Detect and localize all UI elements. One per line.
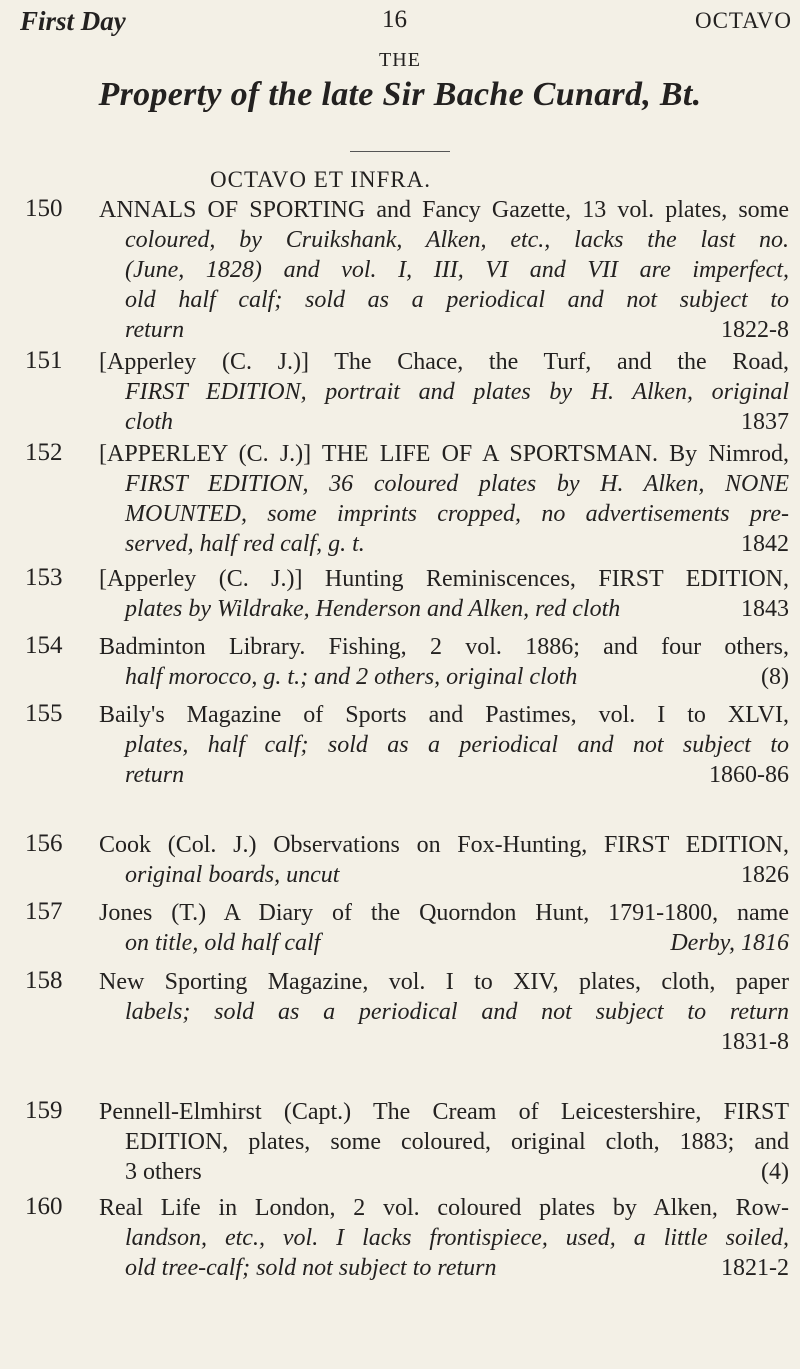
running-head-format: OCTAVO bbox=[694, 8, 792, 33]
property-heading: Property of the late Sir Bache Cunard, Bt. bbox=[98, 76, 702, 113]
page-number: 16 bbox=[382, 6, 407, 33]
lot-number: 157 bbox=[25, 898, 63, 925]
lot-number: 155 bbox=[25, 700, 63, 727]
lot-line: New Sporting Magazine, vol. I to XIV, plates, cloth, paper bbox=[99, 969, 789, 995]
lot-line: MOUNTED, some imprints cropped, no advertisements pre- bbox=[125, 501, 789, 527]
lot-line-final bbox=[99, 529, 789, 559]
lot-number: 150 bbox=[25, 195, 63, 222]
lot-line-final bbox=[99, 928, 789, 958]
lot-line: landson, etc., vol. I lacks frontispiece, used, a little soiled, bbox=[125, 1225, 789, 1251]
lot-description bbox=[99, 1097, 789, 1187]
running-head-day: First Day bbox=[20, 6, 126, 36]
lot-date: 1860-86 bbox=[709, 762, 789, 788]
lot-tail: return bbox=[125, 317, 185, 343]
lot-line-final bbox=[99, 1157, 789, 1187]
lot-number: 159 bbox=[25, 1097, 63, 1124]
lot-date: (4) bbox=[761, 1159, 789, 1185]
lot-number: 151 bbox=[25, 347, 63, 374]
lot-description bbox=[99, 830, 789, 890]
lot-date: 1831-8 bbox=[721, 1029, 789, 1055]
lot-line: FIRST EDITION, 36 coloured plates by H. Alken, NONE bbox=[125, 471, 789, 497]
lot-date: 1826 bbox=[741, 862, 789, 888]
lot-description bbox=[99, 439, 789, 559]
lot-tail: plates by Wildrake, Henderson and Alken, red cloth bbox=[125, 596, 621, 622]
lot-line-final bbox=[99, 860, 789, 890]
lot-number: 152 bbox=[25, 439, 63, 466]
section-heading: OCTAVO ET INFRA. bbox=[210, 167, 431, 192]
lot-date: Derby, 1816 bbox=[670, 930, 789, 956]
lot-line: FIRST EDITION, portrait and plates by H. Alken, original bbox=[125, 379, 789, 405]
lot-number: 158 bbox=[25, 967, 63, 994]
lot-description bbox=[99, 967, 789, 1057]
divider bbox=[350, 151, 450, 152]
lot-number: 153 bbox=[25, 564, 63, 591]
lot-tail: original boards, uncut bbox=[125, 862, 340, 888]
lot-line: plates, half calf; sold as a periodical and not subject to bbox=[125, 732, 789, 758]
lot-description bbox=[99, 632, 789, 692]
lot-line: Cook (Col. J.) Observations on Fox-Hunting, FIRST EDITION, bbox=[99, 832, 789, 858]
lot-line-final bbox=[99, 594, 789, 624]
lot-tail: half morocco, g. t.; and 2 others, original cloth bbox=[125, 664, 578, 690]
lot-line: labels; sold as a periodical and not subject to return bbox=[125, 999, 789, 1025]
lot-number: 154 bbox=[25, 632, 63, 659]
lot-line: [Apperley (C. J.)] The Chace, the Turf, and the Road, bbox=[99, 349, 789, 375]
lot-date: 1837 bbox=[741, 409, 789, 435]
lot-line: [APPERLEY (C. J.)] THE LIFE OF A SPORTSMAN. By Nimrod, bbox=[99, 441, 789, 467]
lot-tail: served, half red calf, g. t. bbox=[125, 531, 365, 557]
lot-tail: old tree-calf; sold not subject to return bbox=[125, 1255, 497, 1281]
lot-line-final bbox=[99, 315, 789, 345]
lot-number: 156 bbox=[25, 830, 63, 857]
running-head bbox=[20, 6, 792, 40]
lot-line: Pennell-Elmhirst (Capt.) The Cream of Leicestershire, FIRST bbox=[99, 1099, 789, 1125]
lot-line: (June, 1828) and vol. I, III, VI and VII are imperfect, bbox=[125, 257, 789, 283]
lot-line: Jones (T.) A Diary of the Quorndon Hunt, 1791-1800, name bbox=[99, 900, 789, 926]
lot-description bbox=[99, 347, 789, 437]
lot-line: ANNALS OF SPORTING and Fancy Gazette, 13 vol. plates, some bbox=[99, 197, 789, 223]
lot-description bbox=[99, 195, 789, 345]
lot-description bbox=[99, 1193, 789, 1283]
lot-tail: cloth bbox=[125, 409, 173, 435]
lot-line: coloured, by Cruikshank, Alken, etc., lacks the last no. bbox=[125, 227, 789, 253]
lot-line: old half calf; sold as a periodical and not subject to bbox=[125, 287, 789, 313]
lot-description bbox=[99, 898, 789, 958]
lot-line: Real Life in London, 2 vol. coloured plates by Alken, Row- bbox=[99, 1195, 789, 1221]
the-label: THE bbox=[379, 49, 421, 71]
lot-line: [Apperley (C. J.)] Hunting Reminiscences, FIRST EDITION, bbox=[99, 566, 789, 592]
lot-line-final bbox=[99, 662, 789, 692]
lot-date: 1842 bbox=[741, 531, 789, 557]
lot-line-final bbox=[99, 1253, 789, 1283]
lot-line: Baily's Magazine of Sports and Pastimes, vol. I to XLVI, bbox=[99, 702, 789, 728]
lot-description bbox=[99, 564, 789, 624]
lot-tail: return bbox=[125, 762, 185, 788]
lot-line: Badminton Library. Fishing, 2 vol. 1886; and four others, bbox=[99, 634, 789, 660]
lot-tail: 3 others bbox=[125, 1159, 202, 1185]
lot-number: 160 bbox=[25, 1193, 63, 1220]
lot-date: (8) bbox=[761, 664, 789, 690]
lot-date: 1822-8 bbox=[721, 317, 789, 343]
lot-line-final bbox=[99, 760, 789, 790]
lot-description bbox=[99, 700, 789, 790]
lot-line-final bbox=[99, 407, 789, 437]
lot-date: 1843 bbox=[741, 596, 789, 622]
lot-tail: on title, old half calf bbox=[125, 930, 321, 956]
lot-line: EDITION, plates, some coloured, original cloth, 1883; and bbox=[125, 1129, 789, 1155]
lot-date: 1821-2 bbox=[721, 1255, 789, 1281]
